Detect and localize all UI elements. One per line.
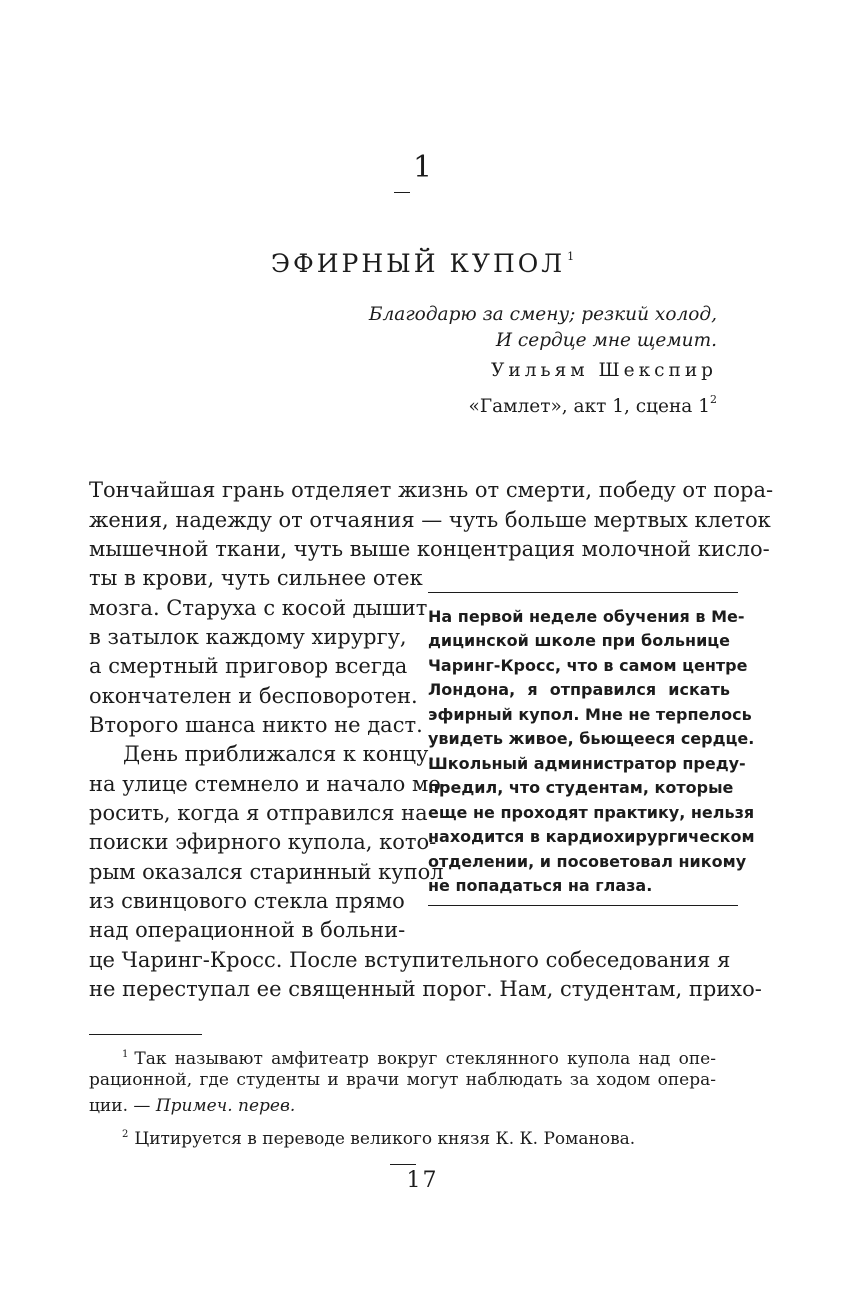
chapter-title-text: ЭФИРНЫЙ КУПОЛ	[270, 249, 566, 278]
body-line: на улице стемнело и начало мо-	[89, 772, 449, 796]
sidebar-line: Школьный администратор преду-	[428, 754, 746, 773]
body-line: из свинцового стекла прямо	[89, 889, 405, 913]
sidebar-line: дицинской школе при больнице	[428, 631, 730, 650]
body-line: поиски эфирного купола, кото-	[89, 830, 437, 854]
sidebar-line: увидеть живое, бьющееся сердце.	[428, 729, 755, 748]
body-line: День приближался к концу,	[123, 742, 435, 766]
body-line: над операционной в больни-	[89, 918, 406, 942]
body-line: мышечной ткани, чуть выше концентрация молочной кисло-	[89, 537, 770, 561]
body-line: ты в крови, чуть сильнее отек	[89, 566, 423, 590]
chapter-title-footnote-ref[interactable]: 1	[567, 250, 575, 263]
sidebar-line: На первой неделе обучения в Ме-	[428, 607, 745, 626]
epigraph-line-2: И сердце мне щемит.	[495, 330, 717, 351]
chapter-title	[0, 239, 845, 282]
epigraph-line-1: Благодарю за смену; резкий холод,	[368, 304, 717, 325]
body-line: а смертный приговор всегда	[89, 654, 408, 678]
sidebar-line: не попадаться на глаза.	[428, 876, 653, 895]
chapter-number: 1	[412, 150, 433, 185]
epigraph-footnote-ref[interactable]: 2	[710, 393, 717, 406]
footnote-separator	[89, 1034, 202, 1035]
epigraph-author: Уильям Шекспир	[491, 360, 717, 381]
sidebar-line: предил, что студентам, которые	[428, 778, 734, 797]
footnote-2-text: Цитируется в переводе великого князя К. К. Романова.	[134, 1129, 636, 1149]
body-line: рым оказался старинный купол	[89, 860, 444, 884]
body-line: мозга. Старуха с косой дышит	[89, 596, 428, 620]
body-line: жения, надежду от отчаяния — чуть больше мертвых клеток	[89, 508, 771, 532]
page-number: 17	[406, 1168, 439, 1193]
footnote-2	[122, 1122, 716, 1152]
sidebar-line: Чаринг-Кросс, что в самом центре	[428, 656, 748, 675]
chapter-number-rule	[394, 192, 410, 193]
footnote-1-line-2: рационной, где студенты и врачи могут наблюдать за ходом опера-	[89, 1070, 716, 1090]
footnote-1-tail: ции. —	[89, 1096, 156, 1116]
epigraph-source-text: «Гамлет», акт 1, сцена 1	[468, 396, 710, 417]
sidebar-top-rule	[428, 592, 738, 593]
sidebar-line: отделении, и посоветовал никому	[428, 852, 747, 871]
footnote-1-text: Так называют амфитеатр вокруг стеклянного купола над опе-	[134, 1049, 716, 1069]
footnote-1-marker: 1	[122, 1049, 129, 1060]
page-number-rule	[390, 1164, 416, 1165]
body-line: Тончайшая грань отделяет жизнь от смерти, победу от пора-	[89, 478, 774, 502]
body-line: в затылок каждому хирургу,	[89, 625, 407, 649]
footnote-1-line-3	[89, 1094, 716, 1119]
body-line: це Чаринг-Кросс. После вступительного собеседования я	[89, 948, 731, 972]
sidebar-line: еще не проходят практику, нельзя	[428, 803, 755, 822]
epigraph-source	[469, 387, 717, 420]
body-line: не переступал ее священный порог. Нам, студентам, прихо-	[89, 977, 762, 1001]
footnote-2-marker: 2	[122, 1129, 129, 1140]
sidebar-line: находится в кардиохирургическом	[428, 827, 755, 846]
body-line: Второго шанса никто не даст.	[89, 713, 423, 737]
footnote-1-translator-note: Примеч. перев.	[155, 1096, 296, 1116]
body-line: окончателен и бесповоротен.	[89, 684, 418, 708]
sidebar-line: эфирный купол. Мне не терпелось	[428, 705, 752, 724]
sidebar-line: Лондона, я отправился искать	[428, 680, 730, 699]
sidebar-bottom-rule	[428, 905, 738, 906]
body-line: росить, когда я отправился на	[89, 801, 428, 825]
